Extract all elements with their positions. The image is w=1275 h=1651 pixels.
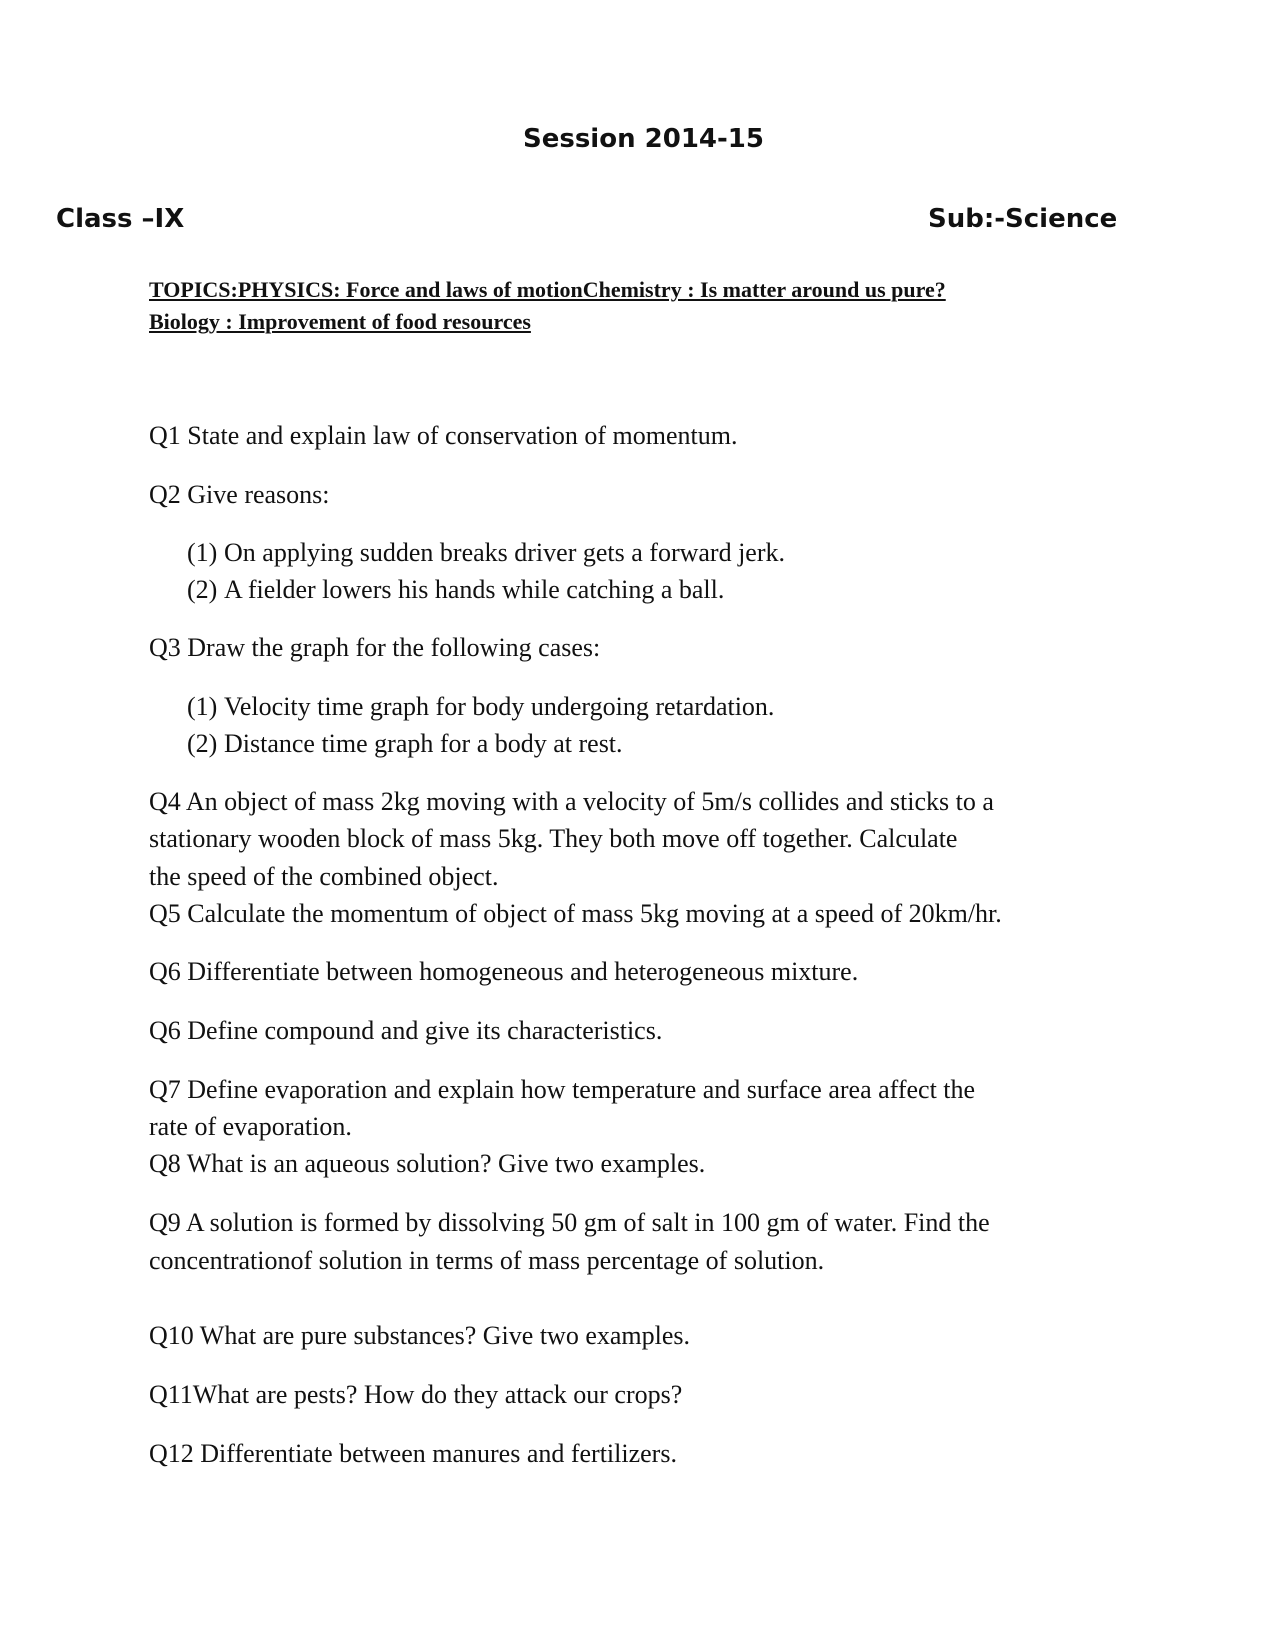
- question-9-line-2: concentrationof solution in terms of mass percentage of solution.: [149, 1246, 825, 1275]
- question-8: Q8 What is an aqueous solution? Give two examples.: [149, 1149, 706, 1178]
- topics-line-1: TOPICS:PHYSICS: Force and laws of motionChemistry : Is matter around us pure?: [149, 277, 946, 302]
- topics-line-2: Biology : Improvement of food resources: [149, 309, 531, 334]
- question-9-line-1: Q9 A solution is formed by dissolving 50 gm of salt in 100 gm of water. Find the: [149, 1208, 990, 1237]
- item-text: Velocity time graph for body undergoing retardation.: [224, 692, 775, 721]
- question-3: Q3 Draw the graph for the following cases:: [149, 633, 601, 662]
- item-number: (2): [187, 575, 218, 604]
- question-2: Q2 Give reasons:: [149, 480, 330, 509]
- question-4-line-3: the speed of the combined object.: [149, 862, 499, 891]
- question-12: Q12 Differentiate between manures and fertilizers.: [149, 1439, 677, 1468]
- session-heading: Session 2014-15: [523, 124, 764, 154]
- question-2-item-2: [187, 572, 724, 608]
- question-4-line-2: stationary wooden block of mass 5kg. They both move off together. Calculate: [149, 824, 958, 853]
- item-number: (1): [187, 538, 218, 567]
- question-2-item-1: [187, 535, 785, 571]
- question-4-line-1: Q4 An object of mass 2kg moving with a velocity of 5m/s collides and sticks to a: [149, 787, 994, 816]
- question-3-item-2: [187, 726, 623, 762]
- subject-label: Sub:-Science: [928, 204, 1118, 234]
- question-11: Q11What are pests? How do they attack our crops?: [149, 1380, 683, 1409]
- question-3-item-1: [187, 689, 774, 725]
- question-7-line-1: Q7 Define evaporation and explain how temperature and surface area affect the: [149, 1075, 976, 1104]
- item-text: On applying sudden breaks driver gets a forward jerk.: [224, 538, 785, 567]
- question-6a: Q6 Differentiate between homogeneous and heterogeneous mixture.: [149, 957, 859, 986]
- item-text: Distance time graph for a body at rest.: [224, 729, 623, 758]
- class-label: Class –IX: [56, 204, 185, 234]
- item-number: (2): [187, 729, 218, 758]
- question-1: Q1 State and explain law of conservation of momentum.: [149, 421, 738, 450]
- item-text: A fielder lowers his hands while catching a ball.: [224, 575, 725, 604]
- question-10: Q10 What are pure substances? Give two examples.: [149, 1321, 691, 1350]
- question-6b: Q6 Define compound and give its characteristics.: [149, 1016, 663, 1045]
- item-number: (1): [187, 692, 218, 721]
- question-7-line-2: rate of evaporation.: [149, 1112, 352, 1141]
- question-5: Q5 Calculate the momentum of object of mass 5kg moving at a speed of 20km/hr.: [149, 899, 1002, 928]
